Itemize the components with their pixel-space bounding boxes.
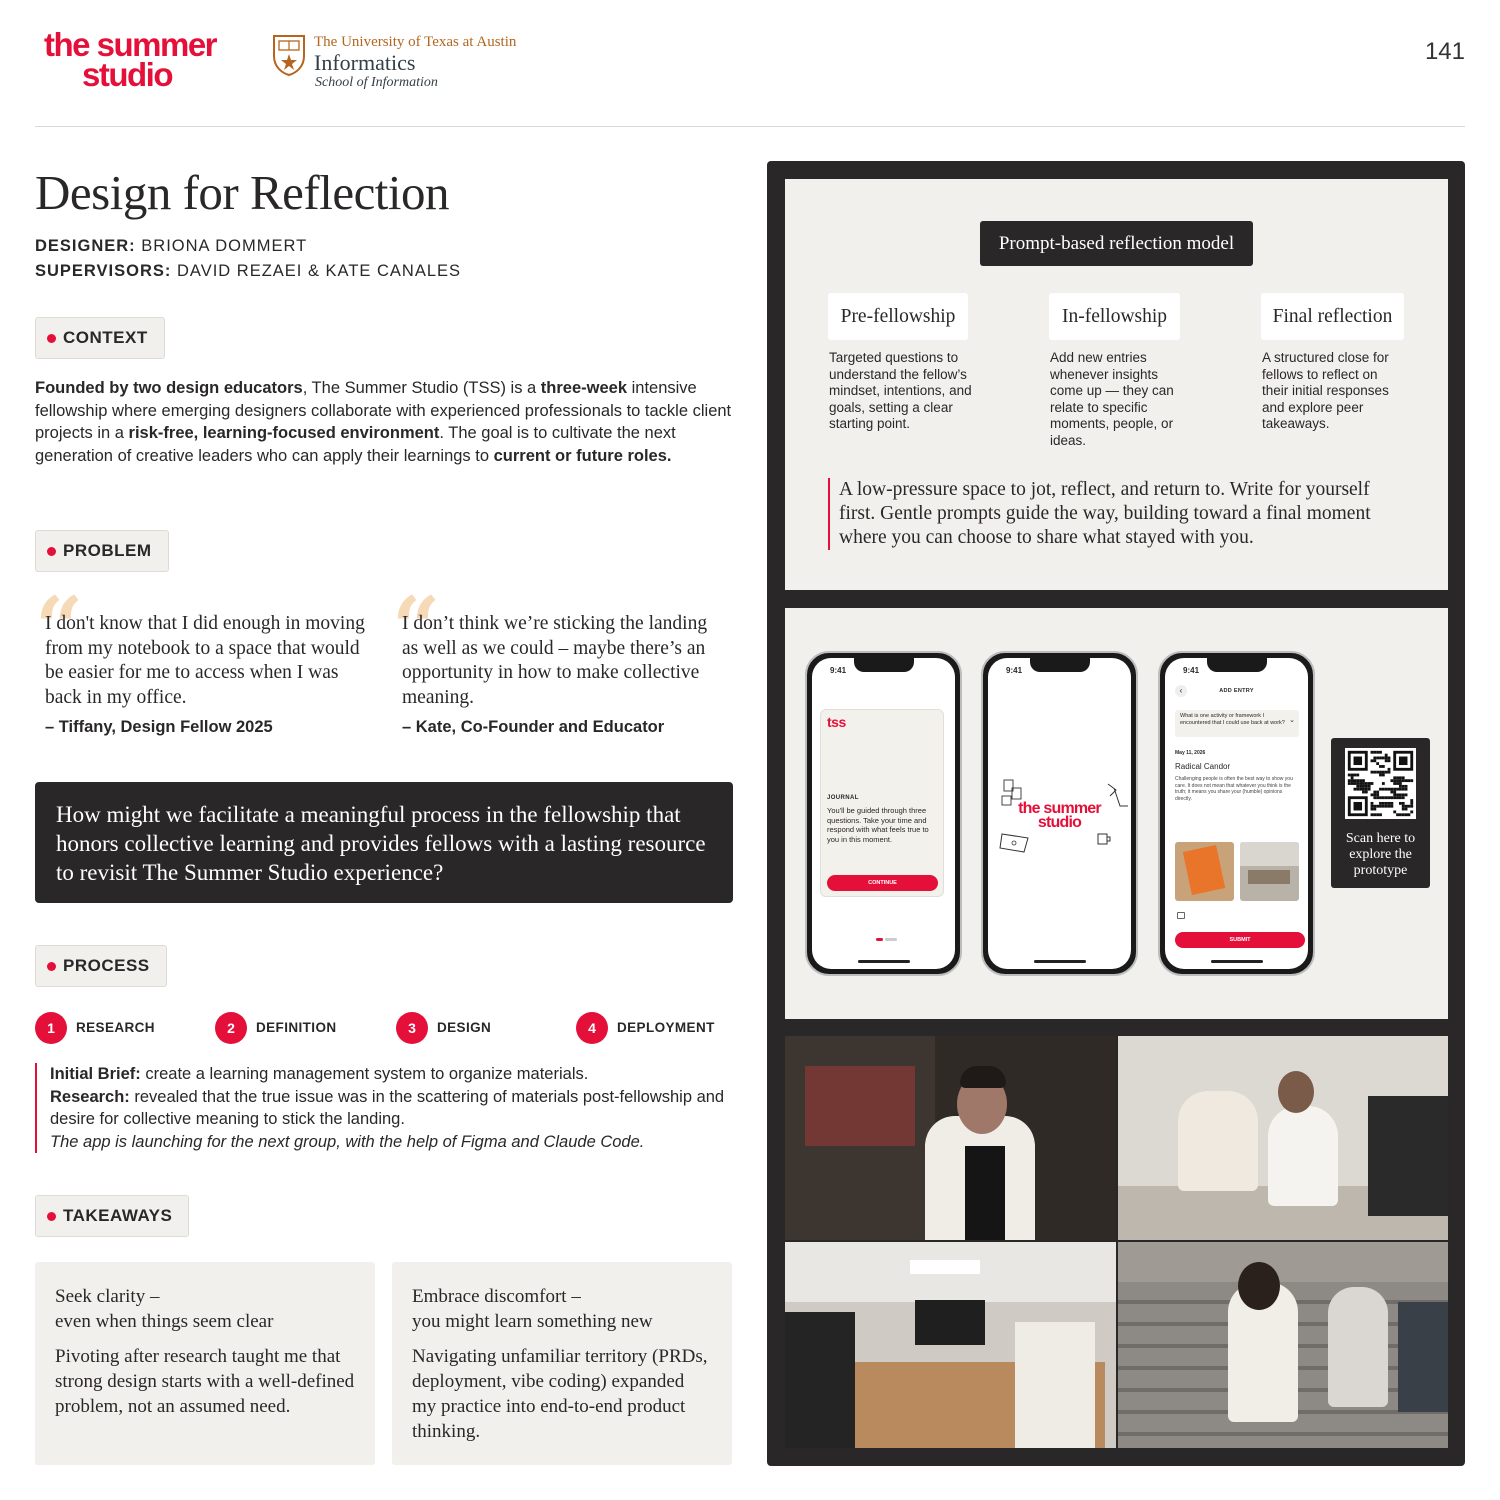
ut-school: School of Information <box>315 75 438 90</box>
photo-presenter <box>785 1036 1116 1240</box>
photo-workshop <box>1118 1036 1448 1240</box>
entry-photo-group <box>1240 842 1299 901</box>
prompt-select[interactable]: What is one activity or framework I encountered that I could use back at work? ⌄ <box>1175 710 1299 737</box>
takeaway-heading: Seek clarity – even when things seem clear <box>55 1286 274 1332</box>
bullet-dot <box>47 962 56 971</box>
page-dots <box>876 938 883 941</box>
chevron-down-icon: ⌄ <box>1289 717 1295 724</box>
designer-credit: DESIGNER: BRIONA DOMMERT <box>35 237 308 255</box>
quote-kate <box>392 578 722 737</box>
context-tag: CONTEXT <box>35 317 165 359</box>
takeaway-body: Navigating unfamiliar territory (PRDs, deployment, vibe coding) expanded my practice into end-to-end product thinking. <box>412 1346 708 1442</box>
initial-brief: Initial Brief: create a learning management system to organize materials. <box>50 1065 589 1083</box>
phone-journal-intro: 9:41 tss JOURNAL You'll be guided through three questions. Take your time and respond with what feels true to you in this moment. CONTINUE <box>805 651 962 976</box>
photo-stairs <box>1118 1242 1448 1448</box>
qr-code-icon[interactable] <box>1345 748 1416 819</box>
continue-button[interactable]: CONTINUE <box>827 875 938 891</box>
problem-tag: PROBLEM <box>35 530 169 572</box>
ut-seal-icon <box>272 34 306 76</box>
journal-card: tss JOURNAL You'll be guided through three questions. Take your time and respond with what feels true to you in this moment. CONTINUE <box>820 709 944 897</box>
quote-tiffany <box>35 578 375 737</box>
process-details <box>35 1063 735 1153</box>
supervisors-credit: SUPERVISORS: DAVID REZAEI & KATE CANALES <box>35 262 462 280</box>
qr-caption: Scan here to explore the prototype <box>1345 831 1416 878</box>
research-finding: Research: revealed that the true issue was in the scattering of materials post-fellowship and desire for collective meaning to stick the landing. <box>50 1087 725 1129</box>
doodle-icons <box>998 776 1128 856</box>
takeaways-tag: TAKEAWAYS <box>35 1195 189 1237</box>
model-title: Prompt-based reflection model <box>980 221 1253 266</box>
bullet-dot <box>47 547 56 556</box>
phase-in-fellowship: In-fellowship <box>1049 293 1180 340</box>
quote-mark-icon: “ <box>35 578 84 677</box>
process-tag: PROCESS <box>35 945 167 987</box>
image-icon[interactable] <box>1177 912 1185 919</box>
quote-author: – Kate, Co-Founder and Educator <box>402 718 665 736</box>
phase-pre-fellowship: Pre-fellowship <box>828 293 968 340</box>
photo-meeting-table <box>785 1242 1116 1448</box>
takeaway-body: Pivoting after research taught me that strong design starts with a well-defined problem, not an assumed need. <box>55 1346 355 1417</box>
tss-mark: tss <box>827 714 846 730</box>
ut-name: The University of Texas at Austin <box>314 34 517 50</box>
splash-logo: the summer studio <box>1018 800 1101 831</box>
bullet-dot <box>47 334 56 343</box>
how-might-we-statement: How might we facilitate a meaningful process in the fellowship that honors collective learning and provides fellows with a lasting resource to revisit The Summer Studio experience? <box>35 782 733 903</box>
page-number: 141 <box>1424 38 1465 65</box>
phase-description: Targeted questions to understand the fellow’s mindset, intentions, and goals, setting a clear starting point. <box>829 350 972 432</box>
page-title: Design for Reflection <box>35 165 450 220</box>
takeaway-card-clarity <box>35 1262 375 1465</box>
phase-description: Add new entries whenever insights come up — they can relate to specific moments, people, or ideas. <box>1050 350 1174 448</box>
takeaway-heading: Embrace discomfort – you might learn something new <box>412 1286 653 1332</box>
quote-text: I don't know that I did enough in moving from my notebook to a space that would be easier for me to access when I was back in my office. <box>45 613 365 708</box>
quote-author: – Tiffany, Design Fellow 2025 <box>45 718 273 736</box>
launch-note: The app is launching for the next group, with the help of Figma and Claude Code. <box>50 1132 645 1151</box>
submit-button[interactable]: SUBMIT <box>1175 932 1305 948</box>
ut-dept: Informatics <box>314 50 416 75</box>
phase-description: A structured close for fellows to reflect on their initial responses and explore peer takeaways. <box>1262 350 1389 432</box>
summer-studio-logo: the summer studio <box>43 26 217 93</box>
entry-photo-book <box>1175 842 1234 901</box>
phone-add-entry: 9:41 ‹ ADD ENTRY What is one activity or framework I encountered that I could use back at work? ⌄ May 11, 2026 Radical Candor Challenging people is often the best way to show you care. It does not mean that whatever you think is the truth; it means you share your (humble) opinions directly. SUBMIT <box>1158 651 1315 976</box>
quote-mark-icon: “ <box>392 578 441 677</box>
back-icon[interactable]: ‹ <box>1175 685 1187 697</box>
context-paragraph: Founded by two design educators, The Summer Studio (TSS) is a three-week intensive fellowship where emerging designers collaborate with experienced professionals to tackle client projects in a risk-free, learning-focused environment. The goal is to cultivate the next generation of creative leaders who can apply their learnings to current or future roles. <box>35 379 732 465</box>
takeaway-card-discomfort <box>392 1262 732 1465</box>
bullet-dot <box>47 1212 56 1221</box>
model-pull-quote: A low-pressure space to jot, reflect, and return to. Write for yourself first. Gentle prompts guide the way, building toward a final moment where you can choose to share what stayed with you. <box>828 478 1408 550</box>
header-divider <box>35 126 1465 127</box>
phone-splash: 9:41 the summer studio <box>981 651 1138 976</box>
quote-text: I don’t think we’re sticking the landing as well as we could – maybe there’s an opportunity in how to make collective meaning. <box>402 613 708 708</box>
phase-final-reflection: Final reflection <box>1261 293 1404 340</box>
